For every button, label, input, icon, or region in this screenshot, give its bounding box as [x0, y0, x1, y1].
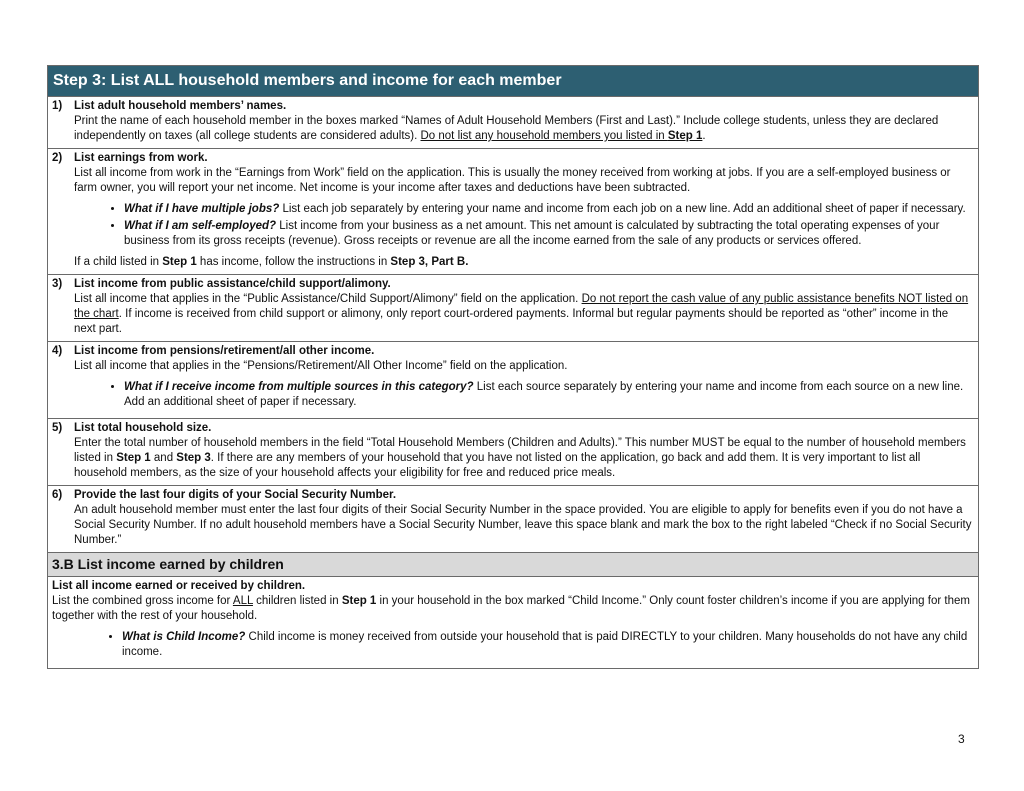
part-b-header: 3.B List income earned by children [48, 553, 978, 577]
bullet-list [52, 202, 972, 249]
section-1 [48, 97, 978, 149]
bullet-item: • What if I am self-employed? List income from your business as a net amount. This net amount is calculated by subtracting the total operating expenses of your business from its gross receipts (revenue). Gross receipts or revenue are all the income earned from the sale of any products or services offered. [124, 219, 972, 249]
section-body: An adult household member must enter the last four digits of their Social Security Number in the space provided. You are eligible to apply for benefits even if you do not have a Social Security Number. If no adult household members have a Social Security Number, leave this space blank and mark the box to the right labeled “Check if no Social Security Number.” [74, 504, 972, 546]
section-4 [48, 342, 978, 419]
page-number: 3 [958, 732, 965, 746]
step-3-header: Step 3: List ALL household members and income for each member [48, 66, 978, 97]
bullet-item: • What is Child Income? Child income is money received from outside your household that is paid DIRECTLY to your children. Many households do not have any child income. [122, 630, 972, 660]
section-title: List all income earned or received by children. [52, 580, 306, 592]
section-title: List earnings from work. [74, 152, 208, 164]
bullet-list [52, 380, 972, 410]
bullet-list [52, 630, 972, 660]
section-number: 4) [52, 345, 63, 357]
section-6 [48, 486, 978, 553]
section-title: List income from public assistance/child support/alimony. [74, 278, 391, 290]
section-title: List adult household members’ names. [74, 100, 287, 112]
section-3 [48, 275, 978, 342]
section-title: Provide the last four digits of your Social Security Number. [74, 489, 397, 501]
section-body: List all income that applies in the “Public Assistance/Child Support/Alimony” field on the application. Do not report the cash value of any public assistance benefits NOT listed on the chart. If income is received from child support or alimony, only report court-ordered payments. Informal but regular payments should be reported as “other” income in the next part. [74, 293, 969, 335]
section-2 [48, 149, 978, 275]
section-body: Enter the total number of household members in the field “Total Household Members (Children and Adults).” This number MUST be equal to the number of household members listed in Step 1 and Step 3. If there are any members of your household that you have not listed on the application, go back and add them. It is very important to list all household members, as the size of your household affects your eligibility for free and reduced price meals. [74, 437, 966, 479]
section-body: List the combined gross income for ALL children listed in Step 1 in your household in the box marked “Child Income.” Only count foster children’s income if you are applying for them together with the rest of your household. [52, 595, 970, 622]
section-number: 2) [52, 152, 63, 164]
section-body: List all income from work in the “Earnings from Work” field on the application. This is usually the money received from working at jobs. If you are a self-employed business or farm owner, you will report your net income. Net income is your income after taxes and deductions have been subtracted. [74, 167, 951, 194]
section-body: Print the name of each household member in the boxes marked “Names of Adult Household Members (First and Last).” Include college students, unless they are declared independently on taxes (all college students are considered adults). Do not list any household members you listed in Step 1. [74, 115, 939, 142]
section-number: 3) [52, 278, 63, 290]
section-body: List all income that applies in the “Pensions/Retirement/All Other Income” field on the application. [74, 360, 568, 372]
bullet-item: • What if I have multiple jobs? List each job separately by entering your name and income from each job on a new line. Add an additional sheet of paper if necessary. [124, 202, 972, 217]
section-number: 5) [52, 422, 63, 434]
section-5 [48, 419, 978, 486]
section-number: 1) [52, 100, 63, 112]
section-title: List total household size. [74, 422, 212, 434]
bullet-item: • What if I receive income from multiple sources in this category? List each source separately by entering your name and income from each source on a new line. Add an additional sheet of paper if necessary. [124, 380, 972, 410]
instructions-table [47, 65, 979, 669]
section-part-b [48, 577, 978, 668]
section-number: 6) [52, 489, 63, 501]
child-income-note: If a child listed in Step 1 has income, follow the instructions in Step 3, Part B. [74, 256, 469, 268]
section-title: List income from pensions/retirement/all other income. [74, 345, 375, 357]
